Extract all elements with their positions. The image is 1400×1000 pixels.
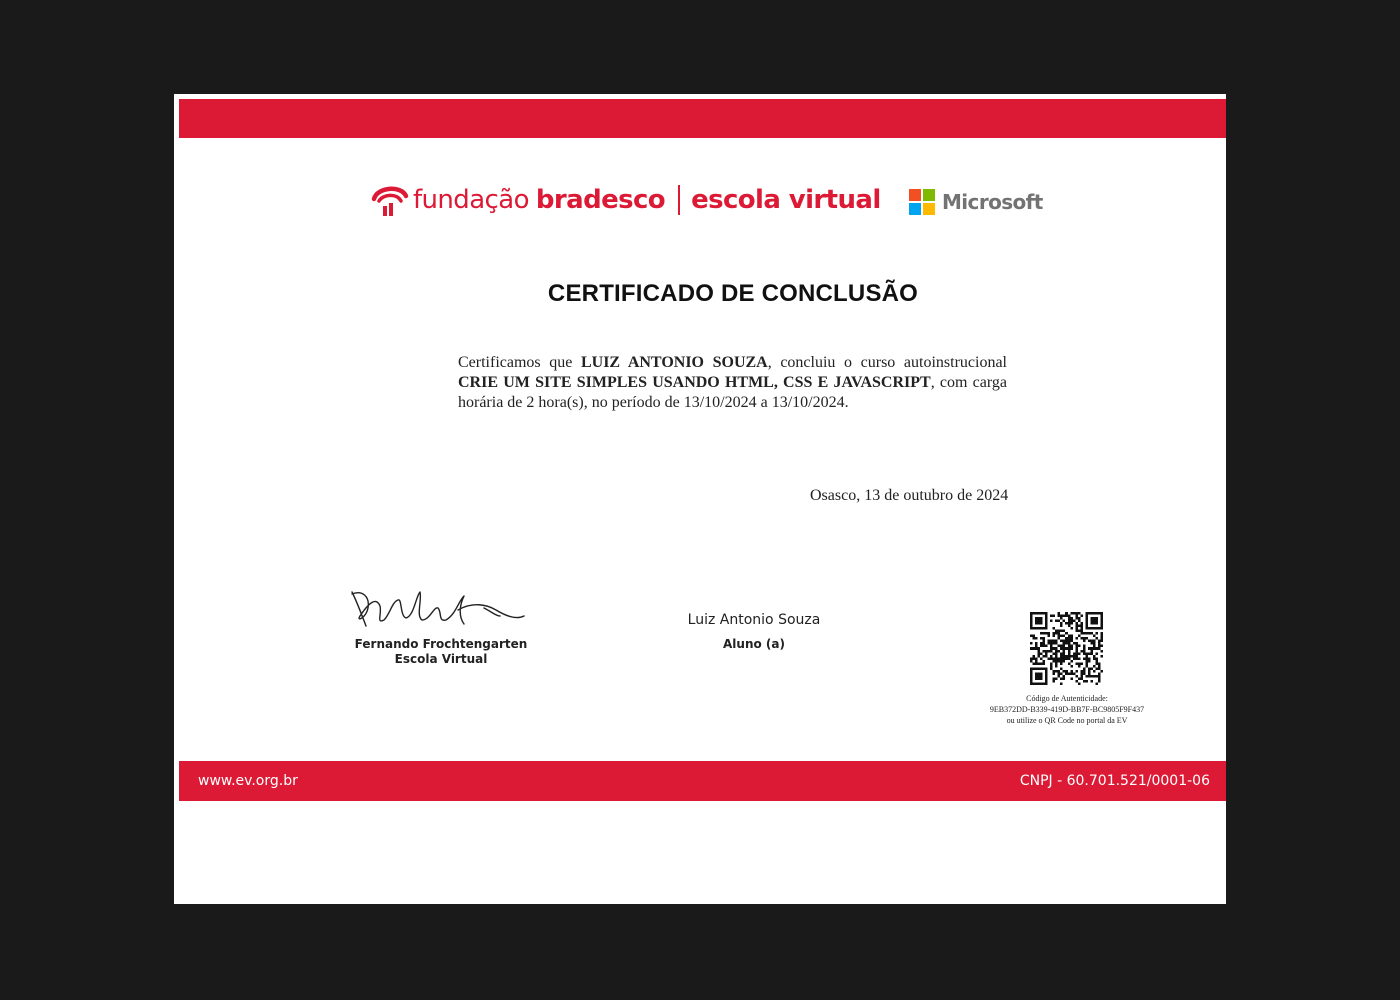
place-date: Osasco, 13 de outubro de 2024	[810, 487, 1009, 504]
qr-code	[1030, 612, 1103, 685]
student-name: Luiz Antonio Souza	[687, 612, 821, 628]
logo-bradesco-text: bradesco	[535, 185, 666, 215]
auth-code: 9EB372DD-B339-419D-BB7F-BC9805F9F437	[989, 705, 1145, 714]
footer-cnpj: CNPJ - 60.701.521/0001-06	[1019, 773, 1210, 789]
certificate-title: CERTIFICADO DE CONCLUSÃO	[547, 280, 919, 307]
top-red-band	[179, 99, 1226, 138]
certificate-body	[458, 353, 1007, 413]
authentication-block	[947, 693, 1187, 726]
body-student-name: LUIZ ANTONIO SOUZA	[580, 354, 768, 371]
auth-label: Código de Autenticidade:	[1026, 694, 1108, 703]
bottom-red-band	[179, 761, 1226, 801]
handwritten-signature	[346, 586, 536, 638]
footer-website-link[interactable]: www.ev.org.br	[198, 773, 298, 789]
certificate-page	[174, 94, 1226, 904]
logo-separator	[678, 185, 680, 215]
student-role: Aluno (a)	[723, 637, 785, 651]
bradesco-tree-icon	[371, 182, 409, 218]
body-course-name: CRIE UM SITE SIMPLES USANDO HTML, CSS E JAVASCRIPT	[458, 374, 931, 391]
logo-escola-virtual-text: escola virtual	[691, 185, 881, 215]
logo-fundacao-text: fundação	[413, 185, 529, 215]
body-intro: Certificamos que	[458, 354, 581, 371]
auth-note: ou utilize o QR Code no portal da EV	[1006, 716, 1128, 725]
microsoft-logo-text: Microsoft	[942, 190, 1043, 214]
body-mid: , concluiu o curso autoinstrucional	[767, 354, 1007, 371]
director-signature-block	[346, 586, 536, 676]
fundacao-bradesco-logo	[371, 175, 881, 225]
body-outro: , com carga horária de 2 hora(s), no período de 13/10/2024 a 13/10/2024.	[458, 374, 1007, 411]
director-role: Escola Virtual	[394, 652, 488, 666]
microsoft-logo	[909, 189, 1043, 215]
microsoft-squares-icon	[909, 189, 935, 215]
director-name: Fernando Frochtengarten	[354, 637, 528, 651]
